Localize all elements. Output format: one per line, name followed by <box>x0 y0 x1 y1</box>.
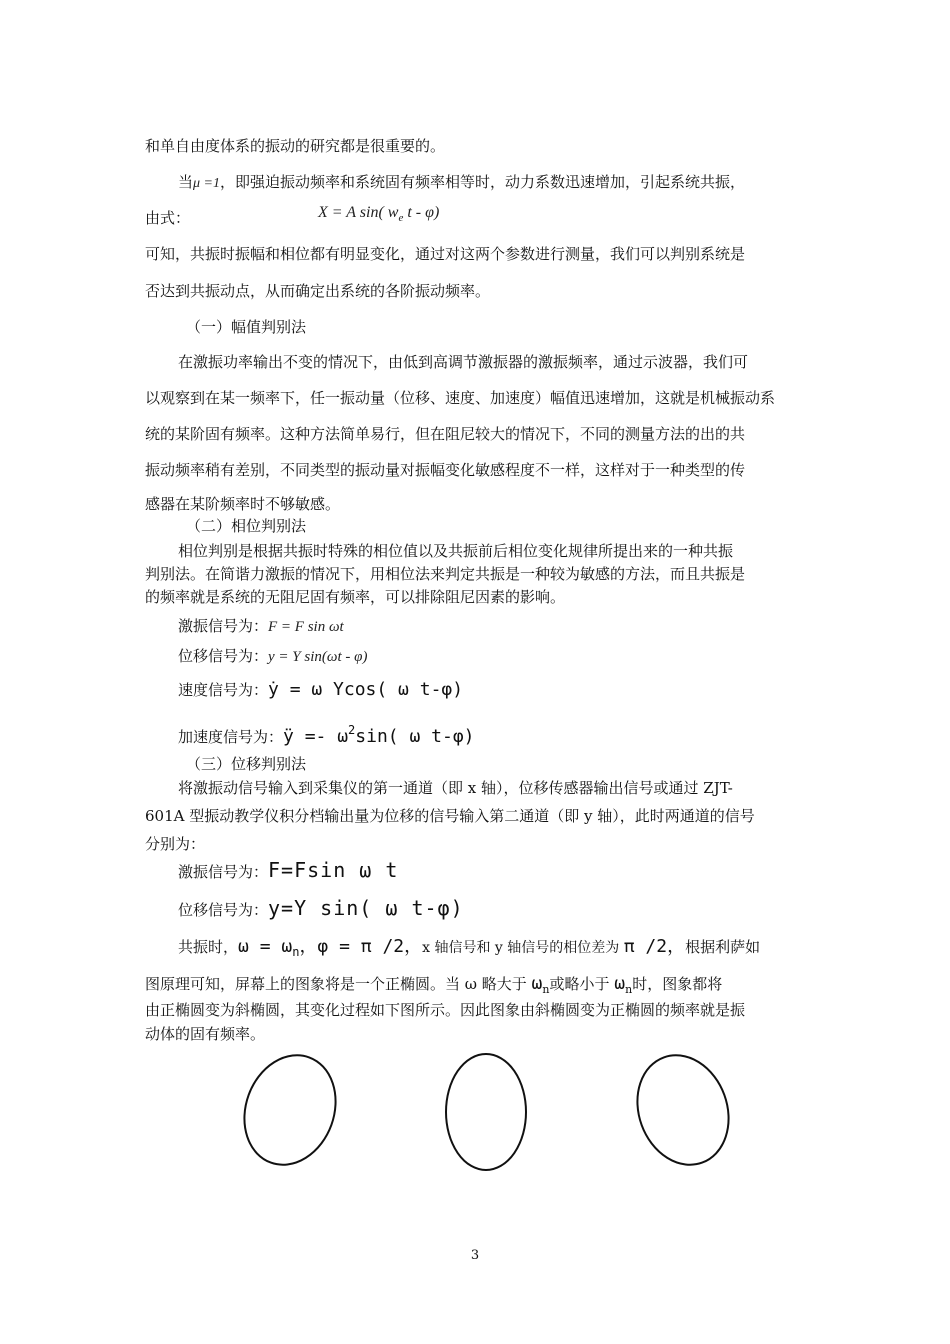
text: 速度信号为： <box>178 681 269 699</box>
paragraph-line: 统的某阶固有频率。这种方法简单易行，但在阻尼较大的情况下，不同的测量方法的出的共 <box>145 425 746 443</box>
text: 共振时， <box>178 938 239 956</box>
paragraph-line: 以观察到在某一频率下，任一振动量（位移、速度、加速度）幅值迅速增加，这就是机械振动系 <box>145 389 776 407</box>
text: 激振信号为： <box>178 617 269 635</box>
equation-line <box>178 616 344 637</box>
paragraph-line: 振动频率稍有差别，不同类型的振动量对振幅变化敏感程度不一样，这样对于一种类型的传 <box>145 461 746 479</box>
paragraph-line: 相位判别是根据共振时特殊的相位值以及共振前后相位变化规律所提出来的一种共振 <box>178 542 734 560</box>
formula-displacement: y=Y sin( ω t-φ) <box>268 896 464 920</box>
paragraph-line: 由正椭圆变为斜椭圆，其变化过程如下图所示。因此图象由斜椭圆变为正椭圆的频率就是振 <box>145 1001 746 1019</box>
text: 或略小于 <box>549 975 615 993</box>
paragraph-line: 可知，共振时振幅和相位都有明显变化，通过对这两个参数进行测量，我们可以判别系统是 <box>145 245 746 263</box>
paragraph-line: 将激振动信号输入到采集仪的第一通道（即 x 轴），位移传感器输出信号或通过 ZJT- <box>178 779 733 797</box>
formula-acceleration: sin( ω t-φ) <box>355 726 475 747</box>
equation-line <box>178 860 398 882</box>
formula-phase: π /2， <box>623 936 686 957</box>
paragraph-line: 在激振功率输出不变的情况下，由低到高调节激振器的激振频率，通过示波器，我们可 <box>178 353 749 371</box>
equation-line <box>178 646 367 667</box>
paragraph-line: 由式： <box>145 209 191 227</box>
formula-subscript: n <box>292 945 300 959</box>
formula-excitation: F=Fsin ω t <box>268 858 399 882</box>
text: 根据利萨如 <box>685 938 761 956</box>
paragraph-line <box>178 172 745 194</box>
equation-line <box>178 898 464 920</box>
text: 图原理可知，屏幕上的图象将是一个正椭圆。当 ω 略大于 <box>145 975 532 993</box>
paragraph-line: 分别为： <box>145 835 206 853</box>
section-heading: （二）相位判别法 <box>186 517 307 535</box>
paragraph-line: 感器在某阶频率时不够敏感。 <box>145 495 341 513</box>
formula-resonance: ω = ω <box>238 936 293 957</box>
formula-mu: μ =1 <box>193 176 220 191</box>
paragraph-line <box>178 937 760 962</box>
paragraph-line: 的频率就是系统的无阻尼固有频率，可以排除阻尼因素的影响。 <box>145 588 566 606</box>
formula-displacement: y = Y sin(ωt - φ) <box>268 649 368 665</box>
formula-acceleration: ÿ =- ω <box>283 726 349 747</box>
equation-line <box>178 720 475 747</box>
formula-velocity: ẏ = ω Ycos( ω t-φ) <box>268 679 464 700</box>
section-heading: （一）幅值判别法 <box>186 318 307 336</box>
tilted-ellipse-left <box>230 1050 350 1178</box>
paragraph-line: 否达到共振动点，从而确定出系统的各阶振动频率。 <box>145 282 491 300</box>
paragraph-line: 和单自由度体系的振动的研究都是很重要的。 <box>145 137 446 155</box>
text: 加速度信号为： <box>178 728 284 746</box>
paragraph-line <box>145 974 722 1000</box>
text: 激振信号为： <box>178 863 269 881</box>
section-heading: （三）位移判别法 <box>186 755 307 773</box>
page-number: 3 <box>470 1248 480 1263</box>
formula-subscript: n <box>625 983 633 996</box>
formula-resonance: ，φ = π /2， <box>299 936 423 957</box>
upright-ellipse <box>446 1054 526 1170</box>
tilted-ellipse-right <box>623 1050 744 1178</box>
text: x 轴信号和 y 轴信号的相位差为 <box>422 940 624 956</box>
paragraph-line: 判别法。在简谐力激振的情况下，用相位法来判定共振是一种较为敏感的方法，而且共振是 <box>145 565 746 583</box>
paragraph-line: 601A 型振动教学仪积分档输出量为位移的信号输入第二通道（即 y 轴），此时两通道的信号 <box>145 807 755 825</box>
text: 位移信号为： <box>178 647 269 665</box>
formula-omega: ω <box>531 973 543 994</box>
text: 时，图象都将 <box>632 975 723 993</box>
equation-line <box>178 680 463 700</box>
text: 当 <box>178 173 194 191</box>
formula-omega: ω <box>614 973 626 994</box>
text: ，即强迫振动频率和系统固有频率相等时，动力系数迅速增加，引起系统共振， <box>220 173 746 191</box>
formula-subscript: n <box>542 983 550 996</box>
formula-excitation: F = F sin ωt <box>268 619 344 635</box>
lissajous-figure <box>230 1050 750 1180</box>
text: 位移信号为： <box>178 901 269 919</box>
paragraph-line: 动体的固有频率。 <box>145 1025 266 1043</box>
formula-text: t - φ) <box>403 204 440 221</box>
formula-text: X = A sin( w <box>318 204 399 221</box>
formula-subscript: e <box>398 212 404 224</box>
formula-superscript: 2 <box>348 723 356 737</box>
formula-x <box>318 202 439 228</box>
